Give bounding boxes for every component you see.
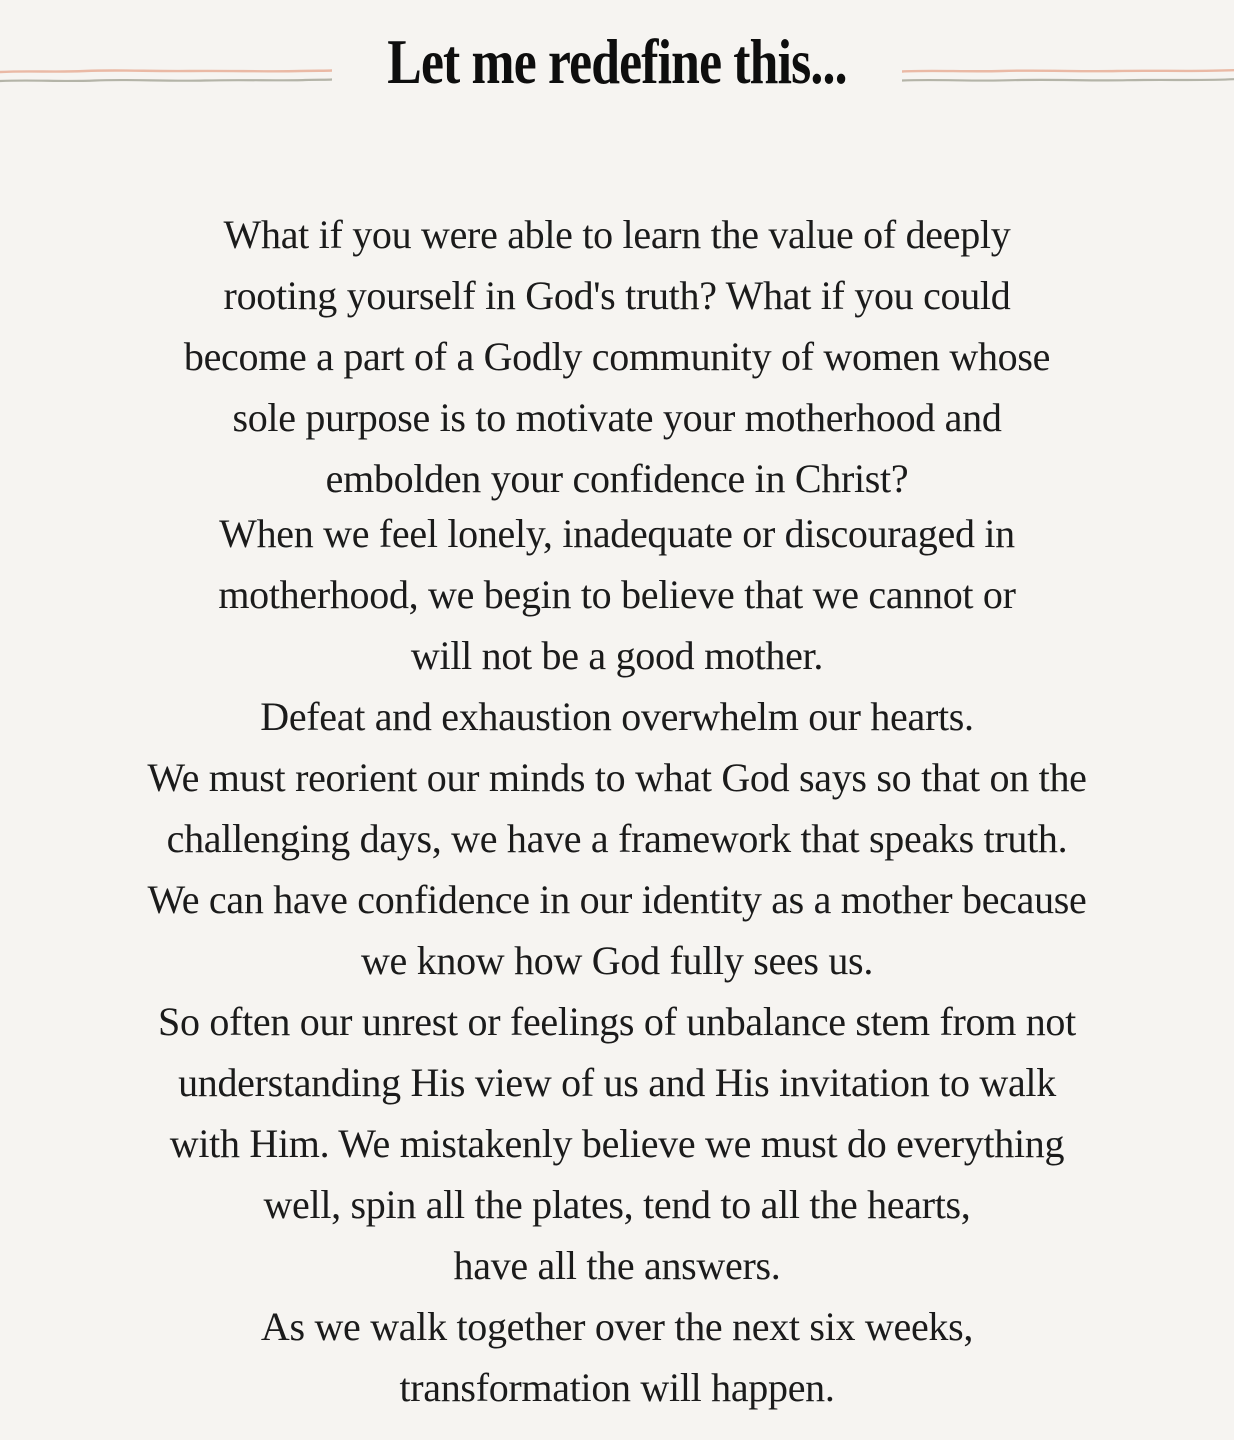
- body-line: motherhood, we begin to believe that we cannot or: [218, 572, 1016, 617]
- paragraph: [0, 991, 1234, 1296]
- body-line: become a part of a Godly community of women whose: [183, 334, 1051, 379]
- body-line: challenging days, we have a framework that speaks truth.: [166, 816, 1068, 861]
- paragraph: [0, 204, 1234, 509]
- body-line: have all the answers.: [453, 1243, 781, 1288]
- paragraph: [0, 503, 1234, 686]
- body-line: transformation will happen.: [399, 1365, 835, 1410]
- body-line: So often our unrest or feelings of unbalance stem from not: [158, 999, 1076, 1044]
- body-text: [0, 204, 1234, 1418]
- body-line: Defeat and exhaustion overwhelm our hearts.: [260, 694, 974, 739]
- paragraph: [0, 869, 1234, 991]
- body-line: rooting yourself in God's truth? What if you could: [223, 273, 1011, 318]
- body-line: well, spin all the plates, tend to all the hearts,: [263, 1182, 971, 1227]
- body-line: with Him. We mistakenly believe we must do everything: [169, 1121, 1065, 1166]
- paragraph: [0, 1296, 1234, 1418]
- paragraph: [0, 686, 1234, 747]
- body-line: We must reorient our minds to what God says so that on the: [147, 755, 1087, 800]
- body-line: What if you were able to learn the value of deeply: [223, 212, 1011, 257]
- body-line: embolden your confidence in Christ?: [325, 456, 909, 501]
- body-line: When we feel lonely, inadequate or discouraged in: [219, 511, 1015, 556]
- body-line: will not be a good mother.: [410, 633, 824, 678]
- body-line: we know how God fully sees us.: [360, 938, 874, 983]
- body-line: understanding His view of us and His invitation to walk: [178, 1060, 1056, 1105]
- body-line: sole purpose is to motivate your motherhood and: [232, 395, 1002, 440]
- body-line: As we walk together over the next six weeks,: [260, 1304, 974, 1349]
- paragraph: [0, 747, 1234, 869]
- body-line: We can have confidence in our identity as a mother because: [147, 877, 1087, 922]
- page-title: Let me redefine this...: [387, 27, 847, 97]
